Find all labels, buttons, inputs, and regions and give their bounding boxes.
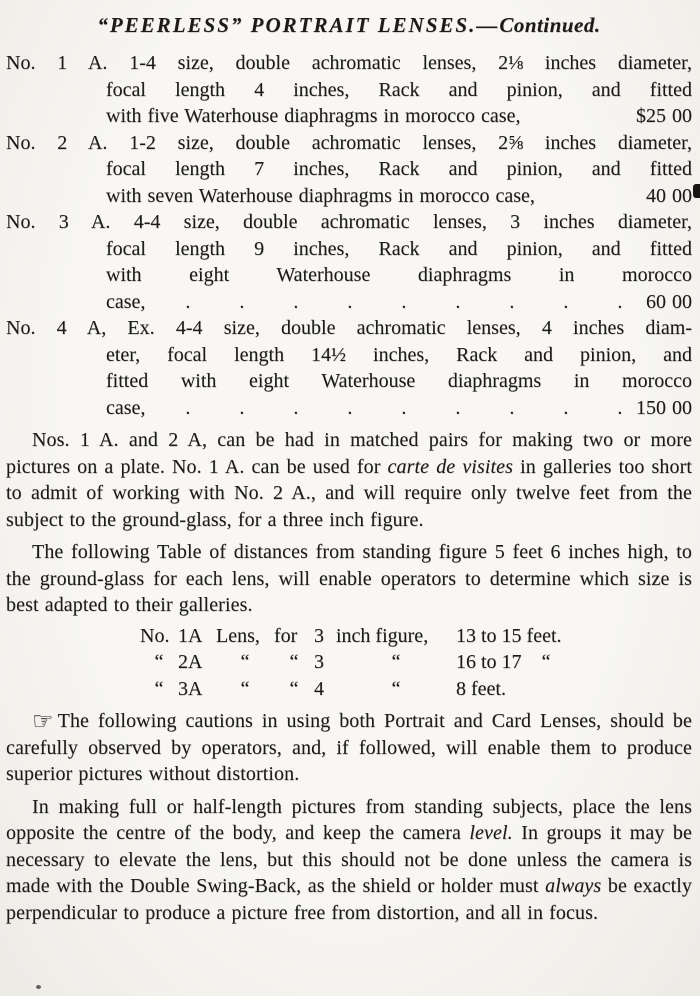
ditto-mark: “: [240, 677, 250, 700]
item-line: fitted with eight Waterhouse diaphragms in morocco: [106, 370, 692, 392]
item-line: focal length 7 inches, Rack and pinion, and fitted: [106, 158, 692, 180]
table-cell: Lens,: [216, 624, 260, 647]
dot-leader: . . . . . . . . .: [185, 396, 623, 419]
paragraph-text: in galleries too short to admit of working with No. 2 A., and will require only twelve feet from the subject to the ground-glass, for a three inch figure.: [6, 455, 692, 531]
item-line: focal length 4 inches, Rack and pinion, and fitted: [106, 78, 692, 101]
item-line: with eight Waterhouse diaphragms in morocco: [106, 264, 692, 286]
table-cell: 13 to 15 feet.: [456, 624, 562, 647]
paragraph-table-intro: The following Table of distances from standing figure 5 feet 6 inches high, to the ground-glass for each lens, will enable operators to determine which size is best adapted to their galleries.: [6, 541, 692, 616]
distance-table: [140, 623, 626, 703]
catalog-item-3a: [6, 209, 692, 315]
ditto-mark: “: [240, 651, 250, 673]
table-cell: 8 feet.: [456, 677, 506, 700]
scan-artifact: [36, 985, 41, 989]
item-price: $25 00: [636, 105, 692, 127]
paragraph-text: In groups it may be necessary to elevate the lens, but this should not be done unless the camera is made with the Double Swing-Back, as the shield or holder must: [6, 822, 692, 897]
scan-artifact: [693, 184, 700, 198]
item-price-line: [6, 183, 692, 210]
item-line: No. 1 A. 1-4 size, double achromatic lenses, 2⅛ inches diameter,: [6, 52, 692, 74]
table-row: [140, 676, 626, 703]
item-line: eter, focal length 14½ inches, Rack and pinion, and: [106, 343, 692, 366]
paragraph-text: Nos. 1 A. and 2 A, can be had in matched pairs for making two or more pictures on a plate. No. 1 A. can be used for: [6, 429, 692, 478]
title-main: “PEERLESS” PORTRAIT LENSES.—: [97, 13, 500, 37]
paragraph-instructions: [6, 794, 692, 927]
ditto-mark: “: [289, 651, 299, 673]
table-cell: 3: [314, 651, 324, 673]
item-line: with five Waterhouse diaphragms in morocco case,: [106, 105, 521, 127]
item-line: with seven Waterhouse diaphragms in morocco case,: [106, 184, 535, 207]
table-row: [140, 623, 626, 650]
item-price-line: [6, 103, 692, 130]
item-line: No. 3 A. 4-4 size, double achromatic lenses, 3 inches diameter,: [6, 211, 692, 233]
paragraph-italic-text: level.: [469, 822, 513, 844]
dot-leader: . . . . . . . . .: [185, 290, 623, 313]
item-price: 40 00: [646, 184, 692, 207]
paragraph-cautions: [6, 708, 692, 788]
catalog-item-2a: [6, 130, 692, 210]
table-cell: 3A: [178, 677, 203, 700]
item-line: No. 4 A, Ex. 4-4 size, double achromatic lenses, 4 inches diam-: [6, 317, 692, 339]
table-cell: inch figure,: [336, 624, 429, 647]
title-continued: Continued.: [499, 13, 601, 37]
table-cell: 4: [314, 677, 324, 700]
paragraph-italic-text: always: [545, 875, 602, 897]
item-price-line: [6, 289, 692, 316]
ditto-mark: “: [391, 677, 401, 700]
catalog-item-4a: [6, 315, 692, 421]
manicule-icon: ☞: [32, 707, 54, 735]
item-price: 60 00: [646, 290, 692, 313]
ditto-mark: “: [289, 677, 299, 700]
item-line: No. 2 A. 1-2 size, double achromatic lenses, 2⅝ inches diameter,: [6, 131, 692, 154]
paragraph-italic-text: carte de visites: [387, 455, 514, 478]
table-cell: 16 to 17 “: [456, 651, 551, 673]
item-price-line: [6, 395, 692, 422]
item-line: case,: [106, 290, 146, 313]
paragraph-text: The following cautions in using both Portrait and Card Lenses, should be carefully observed by operators, and, if followed, will enable them to produce superior pictures without distortion.: [6, 710, 692, 785]
table-cell: for: [274, 624, 298, 647]
item-line: case,: [106, 396, 146, 419]
page-title: [6, 10, 692, 40]
item-price: 150 00: [636, 396, 692, 419]
table-row: [140, 649, 626, 676]
paragraph-matched-pairs: [6, 427, 692, 533]
ditto-mark: “: [154, 677, 164, 700]
catalog-item-1a: [6, 50, 692, 130]
paragraph-text: In making full or half-length pictures from standing subjects, place the lens opposite the centre of the body, and keep the camera: [6, 795, 692, 844]
table-cell: 3: [314, 624, 324, 647]
item-line: focal length 9 inches, Rack and pinion, and fitted: [106, 237, 692, 260]
table-cell: 1A: [178, 624, 203, 647]
table-cell: 2A: [178, 651, 203, 673]
ditto-mark: “: [154, 651, 164, 673]
price-list: [6, 50, 692, 421]
paragraph-text: be exactly perpendicular to produce a picture free from distortion, and all in focus.: [6, 875, 692, 924]
ditto-mark: “: [391, 651, 401, 673]
table-cell: No.: [140, 624, 170, 647]
